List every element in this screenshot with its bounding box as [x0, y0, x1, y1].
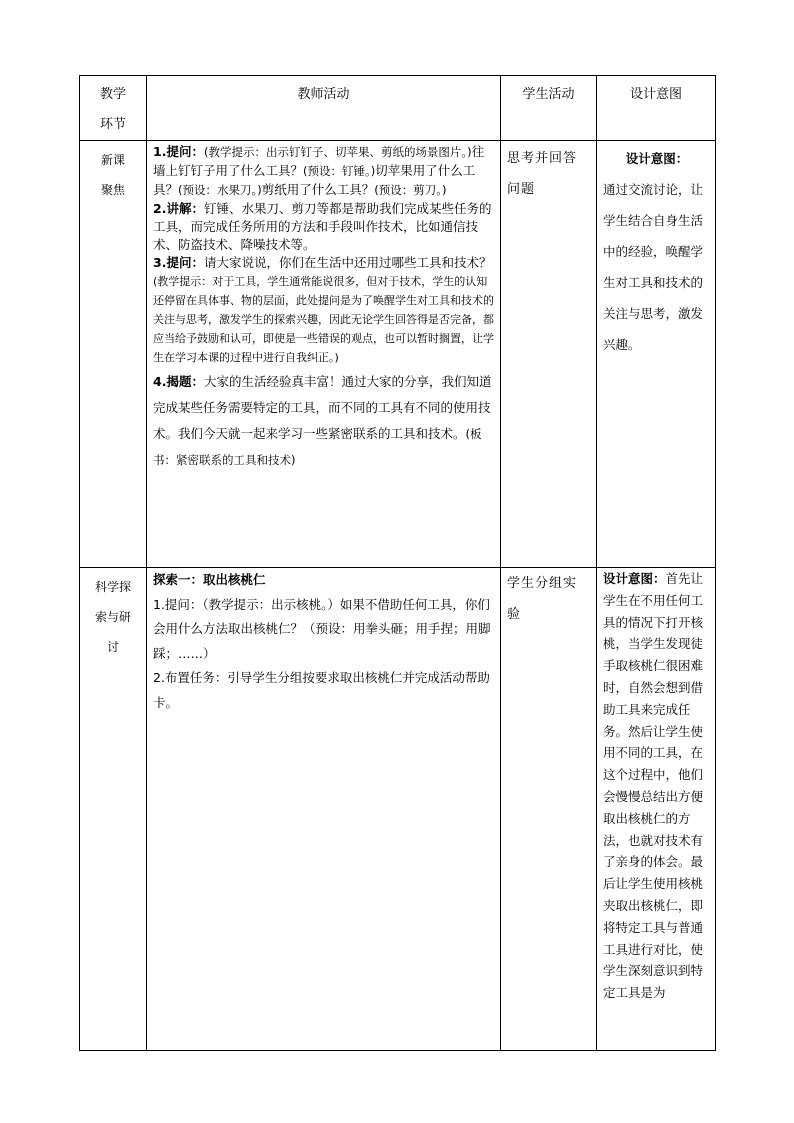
r4-label: 4.揭题：: [153, 374, 204, 389]
explore-question-1: 1.提问：（教学提示：出示核桃。）如果不借助任何工具，你们会用什么方法取出核桃仁？（预设：用拳头砸；用手捏；用脚踩；……）: [153, 596, 491, 661]
explore-title-text: 探索一：取出核桃仁: [153, 572, 266, 587]
student-activity-new-lesson: 思考并回答问题: [501, 141, 597, 568]
stage-new-lesson: [80, 141, 147, 568]
header-stage: [80, 76, 147, 141]
q3-label: 3.提问：: [153, 255, 204, 270]
q1-preset-3: (预设：剪刀。): [374, 183, 447, 197]
student-activity-explore: 学生分组实验: [501, 568, 597, 1051]
stage-new-lesson-line1: 新课: [100, 153, 125, 167]
header-stage-line1: 教学: [99, 87, 126, 102]
header-student: 学生活动: [501, 76, 597, 141]
stage-new-lesson-line2: 聚焦: [100, 183, 125, 197]
q1-preset-1: (预设：钉锤。): [303, 164, 376, 178]
question-3: [153, 254, 494, 367]
q1-preset-2: (预设：水果刀。): [178, 183, 262, 197]
teacher-activity-explore: [147, 568, 501, 1051]
e2-label: 2.讲解：: [153, 201, 204, 216]
stage-explore-line2: 索与研: [94, 610, 131, 624]
reveal-4: [153, 369, 494, 473]
q1-text-3: 剪纸用了什么工具？: [261, 182, 375, 197]
design-intent-explore: [597, 568, 716, 1051]
intent-text-explore: 首先让学生在不用任何工具的情况下打开核桃，当学生发现徒手取核桃仁很困难时，自然会想到借助工具来完成任务。然后让学生使用不同的工具，在这个过程中，他们会慢慢总结出方便取出核桃仁的方法，也就对技术有了亲身的体会。最后让学生使用核桃夹取出核桃仁，即将特定工具与普通工具进行对比，使学生深刻意识到特定工具是为: [603, 571, 704, 1001]
q1-label: 1.提问：: [153, 144, 204, 159]
q3-hint: (教学提示：对于工具，学生通常能说很多，但对于技术，学生的认知还停留在具体事、物的层面，此处提问是为了唤醒学生对工具和技术的关注与思考，激发学生的探索兴趣，因此无论学生回答得是否完备，都应当给予鼓励和认可，即使是一些错误的观点，也可以暂时搁置，让学生在学习本课的过程中进行自我纠正。): [153, 275, 494, 364]
r4-board: (板书：紧密联系的工具和技术): [153, 427, 482, 467]
q1-hint: (教学提示：出示钉钉子、切苹果、剪纸的场景图片。): [203, 145, 472, 159]
q3-text: 请大家说说，你们在生活中还用过哪些工具和技术？: [203, 255, 492, 270]
teacher-activity-new-lesson: [147, 141, 501, 568]
r4-text: 大家的生活经验真丰富！通过大家的分享，我们知道完成某些任务需要特定的工具，而不同的工具有不同的使用技术。我们今天就一起来学习一些紧密联系的工具和技术。: [153, 374, 492, 441]
explore-task-2: 2.布置任务：引导学生分组按要求取出核桃仁并完成活动帮助卡。: [153, 670, 490, 710]
e2-text: 钉锤、水果刀、剪刀等都是帮助我们完成某些任务的工具，而完成任务所用的方法和手段叫作技术，比如通信技术、防盗技术、降噪技术等。: [153, 201, 492, 252]
stage-explore: [80, 568, 147, 1051]
header-teacher: 教师活动: [147, 76, 501, 141]
row-new-lesson: [80, 141, 716, 568]
intent-text-new-lesson: 通过交流讨论，让学生结合自身生活中的经验，唤醒学生对工具和技术的关注与思考，激发兴趣。: [603, 182, 704, 352]
q1-text: 往墙上钉钉子用了什么工具？: [153, 144, 485, 178]
intent-lead-explore: 设计意图：: [603, 571, 666, 586]
stage-explore-line3: 讨: [106, 640, 119, 654]
header-stage-line2: 环节: [99, 117, 126, 132]
intent-lead-new-lesson: 设计意图：: [625, 151, 689, 166]
design-intent-new-lesson: [597, 141, 716, 568]
header-intent: 设计意图: [597, 76, 716, 141]
lesson-plan-table: [79, 75, 716, 1051]
header-row: [80, 76, 716, 141]
stage-explore-line1: 科学探: [94, 580, 131, 594]
row-explore: [80, 568, 716, 1051]
explore-title: [153, 568, 494, 593]
q1-text-2: 切苹果用了什么工具？: [153, 163, 476, 197]
explain-2: [153, 200, 494, 254]
question-1: [153, 143, 494, 200]
